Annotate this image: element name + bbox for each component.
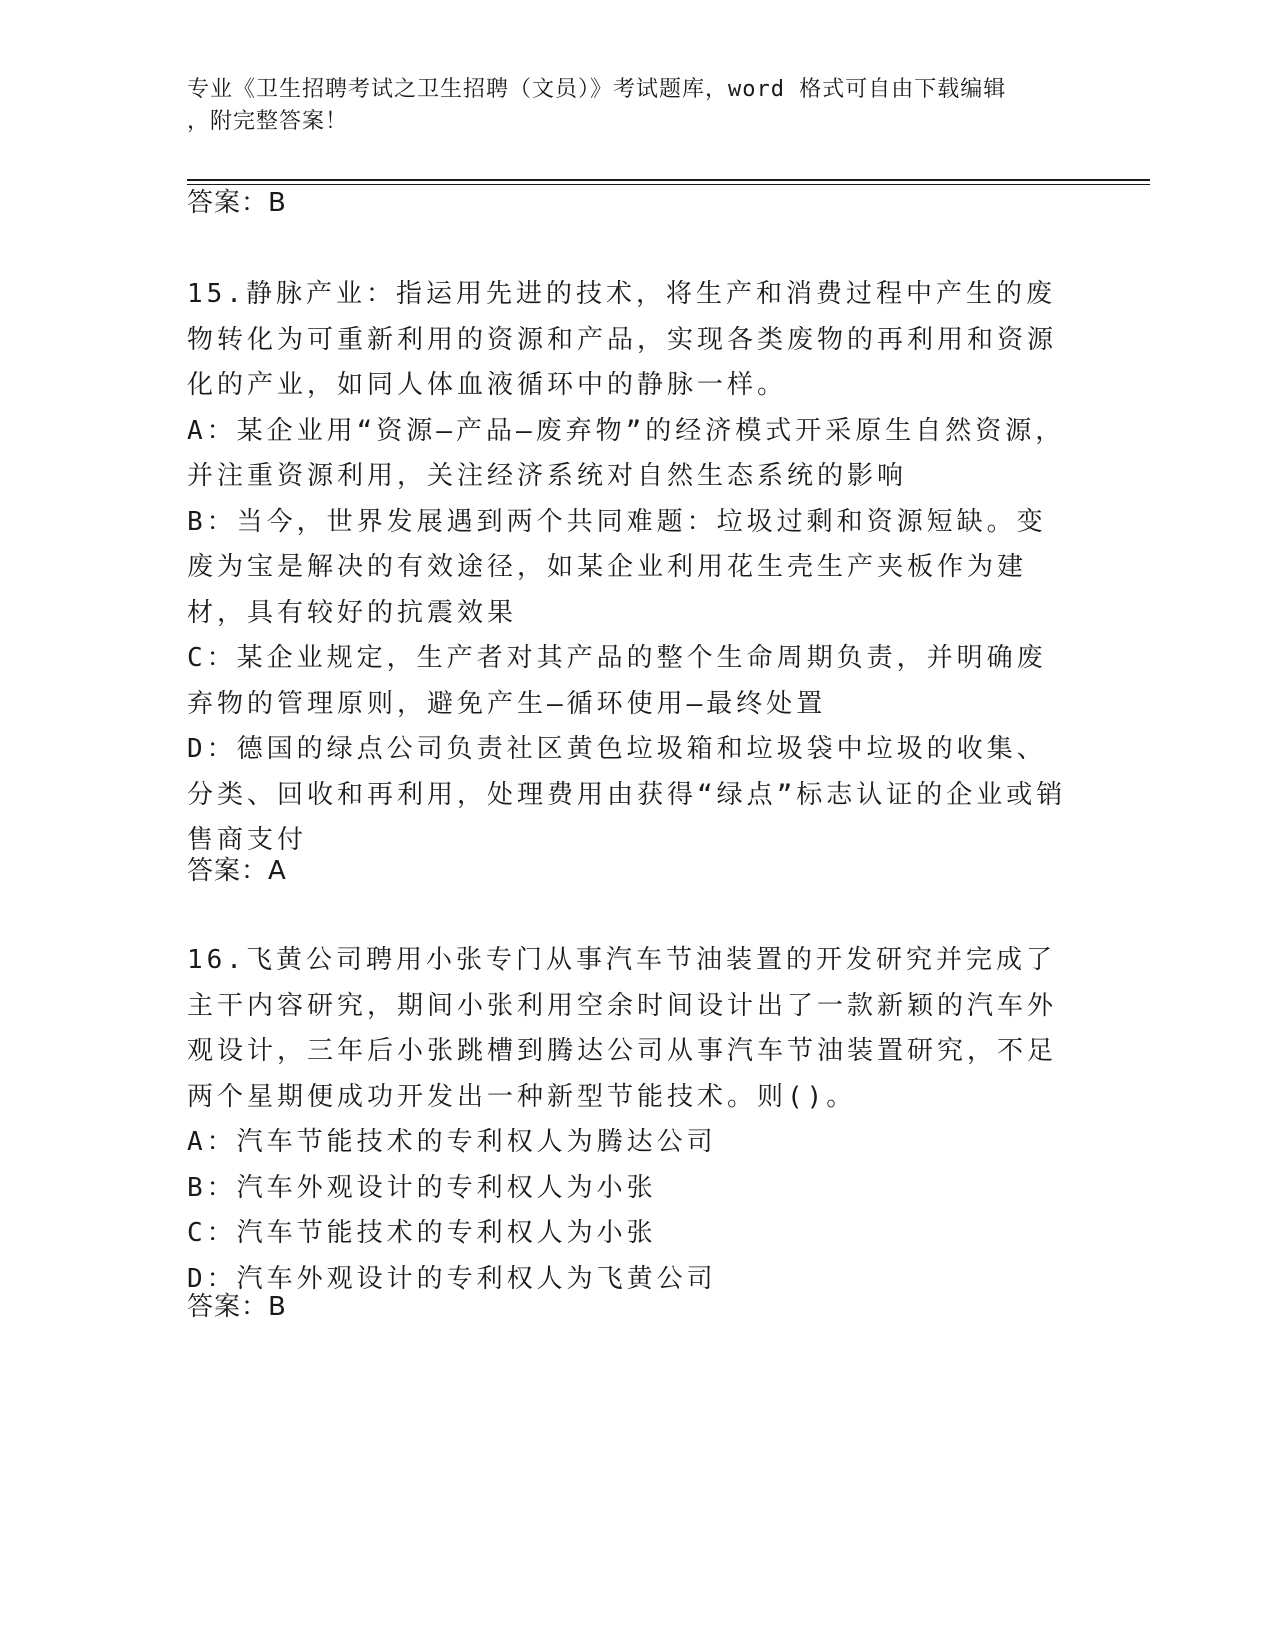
question-16-option-c: C：汽车节能技术的专利权人为小张 bbox=[187, 1218, 657, 1248]
question-15-option-c: C：某企业规定，生产者对其产品的整个生命周期负责，并明确废弃物的管理原则，避免产生—循环使用—最终处置 bbox=[187, 643, 1047, 719]
page-header bbox=[187, 74, 1087, 138]
previous-answer: 答案：B bbox=[187, 188, 287, 218]
question-15-option-a: A：某企业用“资源—产品—废弃物”的经济模式开采原生自然资源，并注重资源利用，关注经济系统对自然生态系统的影响 bbox=[187, 415, 1066, 491]
question-15 bbox=[187, 272, 1067, 864]
question-16-option-b: B：汽车外观设计的专利权人为小张 bbox=[187, 1172, 657, 1203]
question-15-option-b: B：当今，世界发展遇到两个共同难题：垃圾过剩和资源短缺。变废为宝是解决的有效途径，如某企业利用花生壳生产夹板作为建材，具有较好的抗震效果 bbox=[187, 506, 1047, 628]
question-15-option-d: D：德国的绿点公司负责社区黄色垃圾箱和垃圾袋中垃圾的收集、分类、回收和再利用，处理费用由获得“绿点”标志认证的企业或销售商支付 bbox=[187, 734, 1067, 855]
question-16-option-a: A：汽车节能技术的专利权人为腾达公司 bbox=[187, 1127, 717, 1157]
header-divider-thin bbox=[187, 184, 1150, 185]
header-line-1: 专业《卫生招聘考试之卫生招聘（文员）》考试题库，word 格式可自由下载编辑 bbox=[187, 77, 1007, 102]
question-16-option-d: D：汽车外观设计的专利权人为飞黄公司 bbox=[187, 1263, 717, 1294]
question-16-answer: 答案：B bbox=[187, 1292, 287, 1322]
header-divider-thick bbox=[187, 179, 1150, 181]
question-15-stem: 15.静脉产业：指运用先进的技术，将生产和消费过程中产生的废物转化为可重新利用的资源和产品，实现各类废物的再利用和资源化的产业，如同人体血液循环中的静脉一样。 bbox=[187, 279, 1058, 400]
header-line-2: ，附完整答案！ bbox=[187, 109, 349, 134]
question-15-answer: 答案：A bbox=[187, 856, 287, 886]
question-16 bbox=[187, 938, 1067, 1302]
question-16-stem: 16.飞黄公司聘用小张专门从事汽车节油装置的开发研究并完成了主干内容研究，期间小张利用空余时间设计出了一款新颖的汽车外观设计，三年后小张跳槽到腾达公司从事汽车节油装置研究，不足两个星期便成功开发出一种新型节能技术。则()。 bbox=[187, 945, 1058, 1112]
